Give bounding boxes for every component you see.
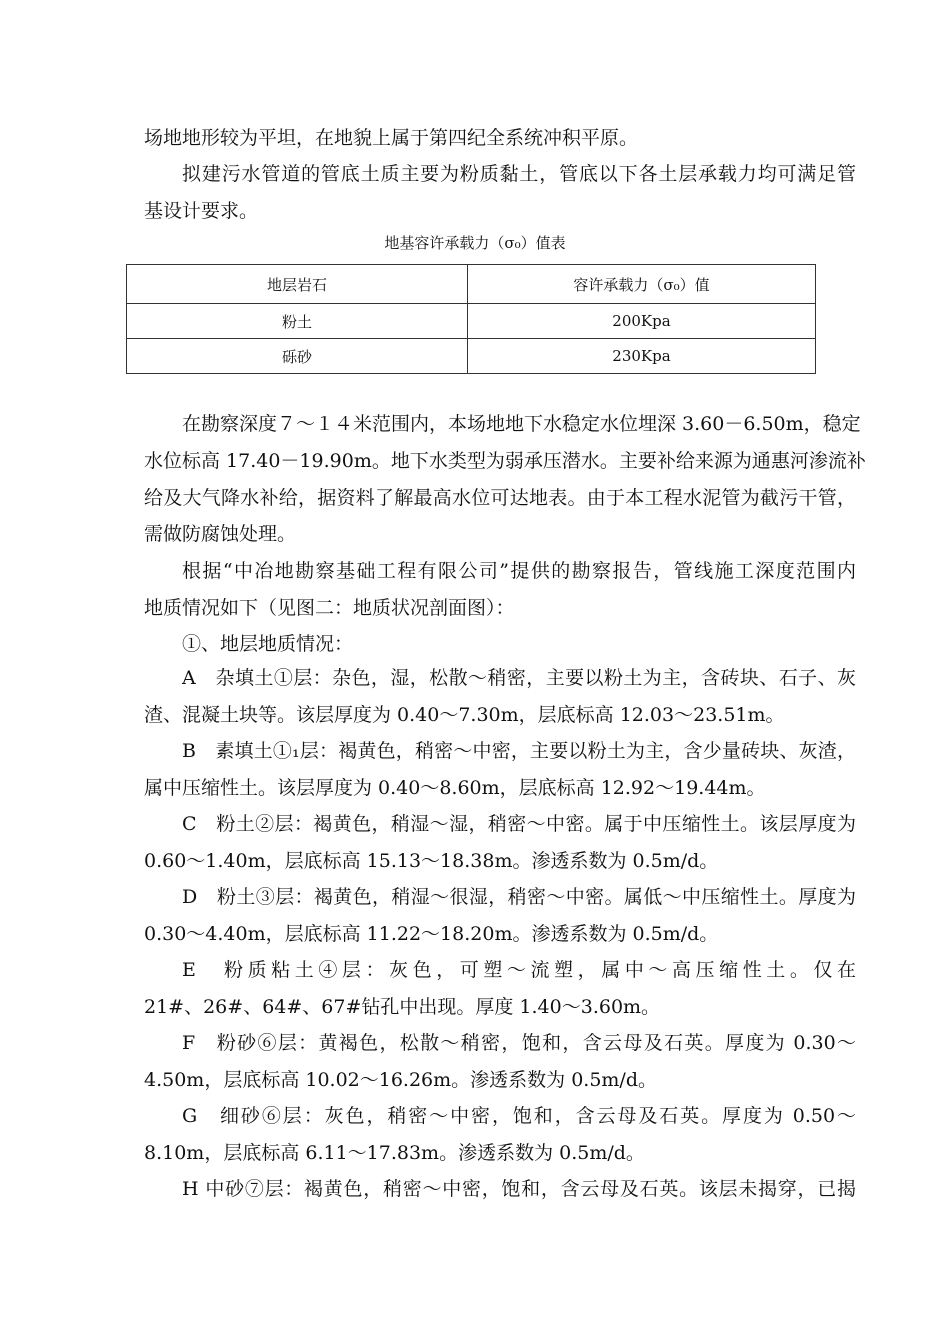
water-line-4: 需做防腐蚀处理。 — [144, 523, 297, 545]
report-line-2: 地质情况如下（见图二：地质状况剖面图）： — [144, 597, 515, 619]
layer-g-line-2: 8.10m，层底标高 6.11～17.83m。渗透系数为 0.5m/d。 — [144, 1142, 645, 1164]
layer-g-line-1: G 细砂⑥层：灰色，稍密～中密，饱和，含云母及石英。厚度为 0.50～ — [182, 1105, 856, 1127]
layer-e-line-1: E 粉质粘土④层：灰色，可塑～流塑，属中～高压缩性土。仅在 — [182, 959, 856, 981]
table-cell: 230Kpa — [468, 339, 816, 374]
table-cell: 砾砂 — [127, 339, 468, 374]
water-line-2: 水位标高 17.40－19.90m。地下水类型为弱承压潜水。主要补给来源为通惠河渗流补 — [144, 450, 866, 472]
layer-a-line-1: A 杂填土①层：杂色，湿，松散～稍密，主要以粉土为主，含砖块、石子、灰 — [182, 667, 856, 689]
layer-e-line-2: 21#、26#、64#、67#钻孔中出现。厚度 1.40～3.60m。 — [144, 996, 661, 1018]
bearing-capacity-table — [126, 264, 816, 374]
layer-c-line-1: C 粉土②层：褐黄色，稍湿～湿，稍密～中密。属于中压缩性土。该层厚度为 — [182, 813, 856, 835]
layer-f-line-2: 4.50m，层底标高 10.02～16.26m。渗透系数为 0.5m/d。 — [144, 1069, 658, 1091]
intro-line-1: 场地地形较为平坦，在地貌上属于第四纪全系统冲积平原。 — [144, 127, 639, 149]
water-line-3: 给及大气降水补给，据资料了解最高水位可达地表。由于本工程水泥管为截污干管， — [144, 487, 856, 509]
section-heading: ①、地层地质情况： — [182, 633, 354, 655]
water-line-1: 在勘察深度７～１４米范围内，本场地地下水稳定水位埋深 3.60－6.50m，稳定 — [182, 413, 861, 435]
intro-line-3: 基设计要求。 — [144, 200, 259, 222]
table-caption: 地基容许承载力（σ₀）值表 — [384, 234, 566, 252]
layer-d-line-1: D 粉土③层：褐黄色，稍湿～很湿，稍密～中密。属低～中压缩性土。厚度为 — [182, 886, 856, 908]
table-cell: 粉土 — [127, 304, 468, 339]
table-cell: 200Kpa — [468, 304, 816, 339]
intro-line-2: 拟建污水管道的管底土质主要为粉质黏土，管底以下各土层承载力均可满足管 — [182, 163, 856, 185]
table-header-cell: 容许承载力（σ₀）值 — [468, 265, 816, 304]
layer-d-line-2: 0.30～4.40m，层底标高 11.22～18.20m。渗透系数为 0.5m/d。 — [144, 923, 719, 945]
layer-c-line-2: 0.60～1.40m，层底标高 15.13～18.38m。渗透系数为 0.5m/d。 — [144, 850, 719, 872]
layer-h-line-1: H 中砂⑦层：褐黄色，稍密～中密，饱和，含云母及石英。该层未揭穿，已揭 — [182, 1178, 856, 1200]
table-header-row — [127, 265, 816, 304]
layer-b-line-2: 属中压缩性土。该层厚度为 0.40～8.60m，层底标高 12.92～19.44m。 — [144, 777, 766, 799]
table-row — [127, 304, 816, 339]
report-line-1: 根据“中冶地勘察基础工程有限公司”提供的勘察报告，管线施工深度范围内 — [182, 560, 856, 582]
table-row — [127, 339, 816, 374]
layer-f-line-1: F 粉砂⑥层：黄褐色，松散～稍密，饱和，含云母及石英。厚度为 0.30～ — [182, 1032, 856, 1054]
table-header-cell: 地层岩石 — [127, 265, 468, 304]
layer-a-line-2: 渣、混凝土块等。该层厚度为 0.40～7.30m，层底标高 12.03～23.51m。 — [144, 704, 785, 726]
layer-b-line-1: B 素填土①₁层：褐黄色，稍密～中密，主要以粉土为主，含少量砖块、灰渣， — [182, 740, 856, 762]
